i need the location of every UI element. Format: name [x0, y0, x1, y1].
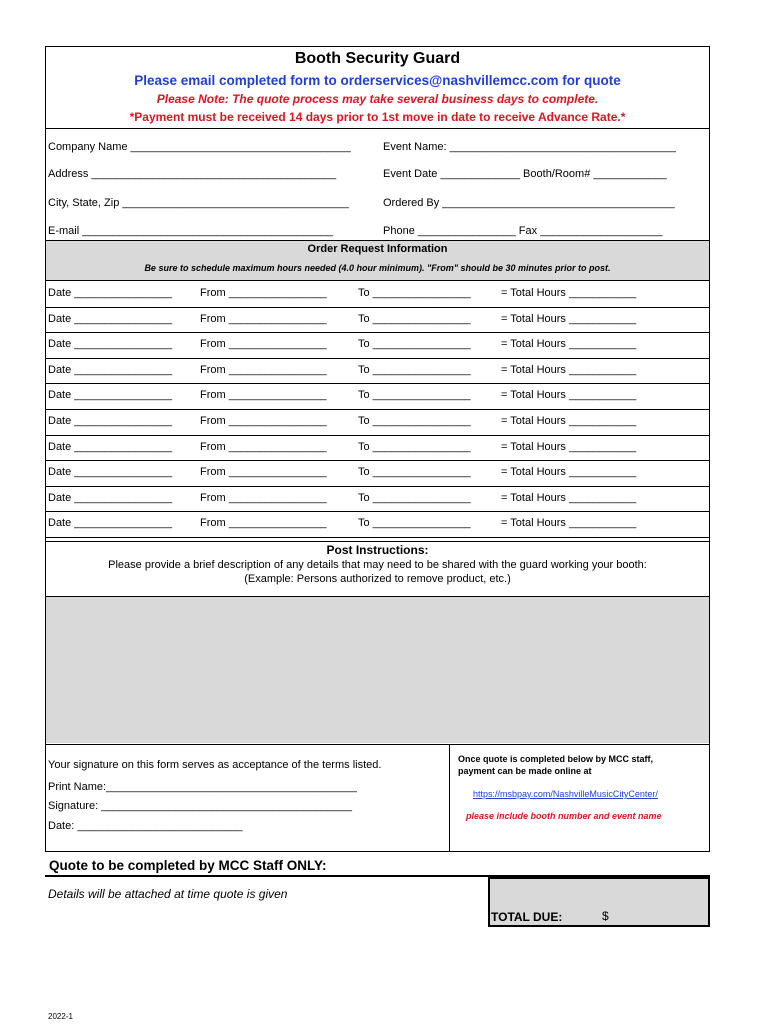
form-title: Booth Security Guard [294, 50, 461, 67]
signature-acceptance-text: Your signature on this form serves as acceptance of the terms listed. [48, 759, 382, 771]
phone-fax-field[interactable]: Phone ________________ Fax ____________________ [383, 225, 663, 237]
total-hours-field[interactable]: = Total Hours ___________ [501, 466, 637, 479]
date-field[interactable]: Date ________________ [48, 415, 173, 427]
quote-process-note: Please Note: The quote process may take several business days to complete. [156, 92, 599, 106]
form-version: 2022-1 [48, 1012, 73, 1021]
total-hours-field[interactable]: = Total Hours ___________ [501, 389, 637, 402]
to-time-field[interactable]: To ________________ [358, 389, 471, 402]
divider [45, 596, 710, 597]
date-field[interactable]: Date ________________ [48, 389, 173, 402]
total-hours-field[interactable]: = Total Hours ___________ [501, 517, 637, 530]
divider [45, 128, 710, 129]
to-time-field[interactable]: To ________________ [358, 415, 471, 427]
date-field[interactable]: Date ________________ [48, 363, 173, 376]
to-time-field[interactable]: To ________________ [358, 517, 471, 530]
post-instructions-example: (Example: Persons authorized to remove product, etc.) [244, 573, 511, 585]
payment-info-line1: Once quote is completed below by MCC staff, [458, 754, 654, 764]
post-instructions-textarea[interactable] [46, 596, 709, 743]
row-divider [45, 511, 710, 512]
date-field[interactable]: Date ________________ [48, 491, 173, 504]
total-due-label: TOTAL DUE: [491, 910, 563, 924]
city-state-zip-field[interactable]: City, State, Zip _____________________________________ [48, 197, 349, 209]
staff-quote-details: Details will be attached at time quote is given [48, 887, 288, 901]
company-name-field[interactable]: Company Name ____________________________________ [48, 141, 351, 153]
row-divider [45, 307, 710, 308]
row-divider [45, 486, 710, 487]
email-field[interactable]: E-mail _________________________________________ [48, 225, 334, 237]
event-name-field[interactable]: Event Name: _____________________________________ [383, 141, 676, 153]
divider [449, 744, 450, 852]
divider [45, 744, 710, 745]
post-instructions-text: Please provide a brief description of any details that may need to be shared with the guard working your booth: [108, 559, 647, 571]
row-divider [45, 537, 710, 538]
from-time-field[interactable]: From ________________ [200, 287, 327, 299]
signature-date-field[interactable]: Date: ___________________________ [48, 820, 243, 832]
staff-quote-heading: Quote to be completed by MCC Staff ONLY: [49, 858, 327, 873]
email-instruction: Please email completed form to orderservices@nashvillemcc.com for quote [134, 73, 621, 88]
to-time-field[interactable]: To ________________ [358, 338, 471, 351]
from-time-field[interactable]: From ________________ [200, 338, 327, 351]
order-request-subheading: Be sure to schedule maximum hours needed (4.0 hour minimum). "From" should be 30 minutes prior to post. [144, 263, 611, 273]
from-time-field[interactable]: From ________________ [200, 415, 327, 427]
total-hours-field[interactable]: = Total Hours ___________ [501, 338, 637, 351]
divider [45, 541, 710, 542]
row-divider [45, 409, 710, 410]
total-hours-field[interactable]: = Total Hours ___________ [501, 287, 637, 299]
row-divider [45, 332, 710, 333]
date-field[interactable]: Date ________________ [48, 312, 173, 325]
date-field[interactable]: Date ________________ [48, 338, 173, 351]
from-time-field[interactable]: From ________________ [200, 466, 327, 479]
row-divider [45, 383, 710, 384]
event-date-booth-field[interactable]: Event Date _____________ Booth/Room# ____________ [383, 168, 667, 180]
print-name-field[interactable]: Print Name:_________________________________________ [48, 781, 357, 793]
total-hours-field[interactable]: = Total Hours ___________ [501, 312, 637, 325]
from-time-field[interactable]: From ________________ [200, 363, 327, 376]
date-field[interactable]: Date ________________ [48, 287, 173, 299]
total-hours-field[interactable]: = Total Hours ___________ [501, 440, 637, 453]
divider [45, 280, 710, 281]
to-time-field[interactable]: To ________________ [358, 287, 471, 299]
total-hours-field[interactable]: = Total Hours ___________ [501, 491, 637, 504]
date-field[interactable]: Date ________________ [48, 466, 173, 479]
currency-symbol: $ [602, 909, 609, 923]
to-time-field[interactable]: To ________________ [358, 363, 471, 376]
row-divider [45, 460, 710, 461]
payment-deadline-note: *Payment must be received 14 days prior to 1st move in date to receive Advance Rate.* [129, 110, 626, 124]
date-field[interactable]: Date ________________ [48, 440, 173, 453]
divider [45, 240, 710, 241]
from-time-field[interactable]: From ________________ [200, 517, 327, 530]
from-time-field[interactable]: From ________________ [200, 312, 327, 325]
payment-link[interactable]: https://msbpay.com/NashvilleMusicCityCenter/ [473, 789, 658, 799]
total-hours-field[interactable]: = Total Hours ___________ [501, 415, 637, 427]
from-time-field[interactable]: From ________________ [200, 389, 327, 402]
row-divider [45, 358, 710, 359]
total-hours-field[interactable]: = Total Hours ___________ [501, 363, 637, 376]
from-time-field[interactable]: From ________________ [200, 491, 327, 504]
order-request-heading: Order Request Information [307, 243, 448, 255]
row-divider [45, 435, 710, 436]
address-field[interactable]: Address ________________________________________ [48, 168, 337, 180]
payment-info-line2: payment can be made online at [458, 766, 592, 776]
signature-field[interactable]: Signature: _________________________________________ [48, 800, 353, 812]
to-time-field[interactable]: To ________________ [358, 491, 471, 504]
to-time-field[interactable]: To ________________ [358, 466, 471, 479]
date-field[interactable]: Date ________________ [48, 517, 173, 530]
to-time-field[interactable]: To ________________ [358, 312, 471, 325]
payment-note: please include booth number and event name [466, 811, 662, 821]
ordered-by-field[interactable]: Ordered By ______________________________________ [383, 197, 675, 209]
from-time-field[interactable]: From ________________ [200, 440, 327, 453]
post-instructions-heading: Post Instructions: [326, 543, 429, 557]
to-time-field[interactable]: To ________________ [358, 440, 471, 453]
